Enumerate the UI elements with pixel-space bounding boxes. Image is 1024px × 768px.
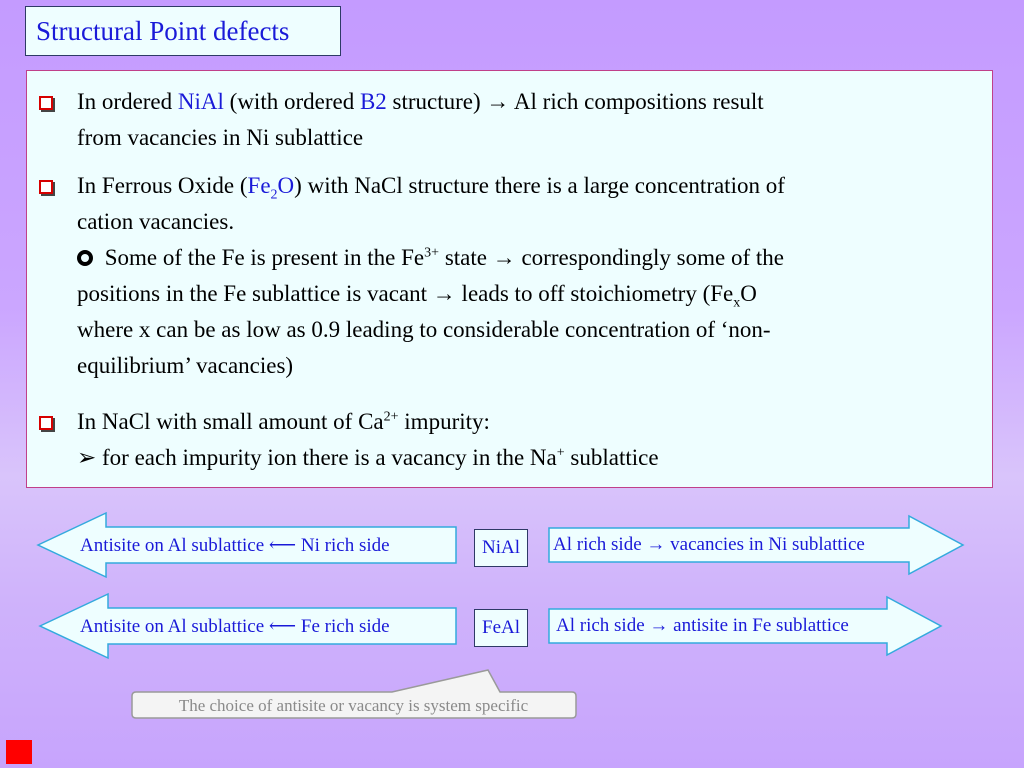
callout-text: The choice of antisite or vacancy is system specific <box>178 696 529 715</box>
sub-bullet-impurity <box>77 440 979 476</box>
text-run: ➢ for each impurity ion there is a vacancy in the Na <box>77 445 557 470</box>
text-line: from vacancies in Ni sublattice <box>77 125 364 150</box>
slide-title: Structural Point defects <box>25 6 341 56</box>
text-run: In Ferrous Oxide ( <box>77 173 248 198</box>
text-line: cation vacancies. <box>77 209 235 234</box>
text-run: In NaCl with small amount of Ca <box>77 409 384 434</box>
arrow-label-fe-rich: Antisite on Al sublattice ⟵ Fe rich side <box>80 616 390 637</box>
text-run: In ordered <box>77 89 178 114</box>
text-run: Fe <box>247 173 271 198</box>
box-feal: FeAl <box>474 609 528 647</box>
text-run: ) with NaCl structure there is a large concentration of <box>294 173 785 198</box>
arrow-label-vacancies: Al rich side → vacancies in Ni sublattice <box>553 534 865 555</box>
bullet-text <box>77 168 979 384</box>
text-run: structure) → Al rich compositions result <box>386 89 764 114</box>
highlight-nial: NiAl <box>177 89 224 114</box>
square-bullet-icon <box>39 180 53 194</box>
text-run: sublattice <box>564 445 659 470</box>
superscript: 2+ <box>383 409 399 425</box>
superscript: + <box>556 445 565 461</box>
subscript: 2 <box>270 187 278 203</box>
square-bullet-icon <box>39 416 53 430</box>
text-line: where x can be as low as 0.9 leading to considerable concentration of ‘non- <box>77 317 771 342</box>
text-run: positions in the Fe sublattice is vacant → leads to off stoichiometry (Fe <box>77 281 734 306</box>
bullet-text <box>77 84 979 156</box>
bullet-nial <box>39 84 979 156</box>
sub-bullet-fe3 <box>77 240 979 276</box>
bullet-ferrous-oxide <box>39 168 979 384</box>
bullet-nacl <box>39 404 979 476</box>
bullet-text <box>77 404 979 476</box>
highlight-fe2o <box>247 173 295 203</box>
arrow-label-ni-rich: Antisite on Al sublattice ⟵ Ni rich side <box>80 535 390 556</box>
text-run: O <box>277 173 295 198</box>
circle-bullet-icon <box>77 250 93 266</box>
text-run: impurity: <box>398 409 490 434</box>
box-nial: NiAl <box>474 529 528 567</box>
text-run: state → correspondingly some of the <box>439 245 784 270</box>
text-line: equilibrium’ vacancies) <box>77 353 294 378</box>
text-run: (with ordered <box>223 89 360 114</box>
content-box <box>26 70 993 488</box>
text-run: Some of the Fe is present in the Fe <box>99 245 425 270</box>
subscript: x <box>733 295 741 311</box>
text-line <box>77 276 979 312</box>
arrow-label-antisite: Al rich side → antisite in Fe sublattice <box>556 615 849 636</box>
superscript: 3+ <box>424 245 440 261</box>
text-run: O <box>740 281 757 306</box>
square-bullet-icon <box>39 96 53 110</box>
slide-marker-icon <box>6 740 32 764</box>
highlight-b2: B2 <box>359 89 387 114</box>
